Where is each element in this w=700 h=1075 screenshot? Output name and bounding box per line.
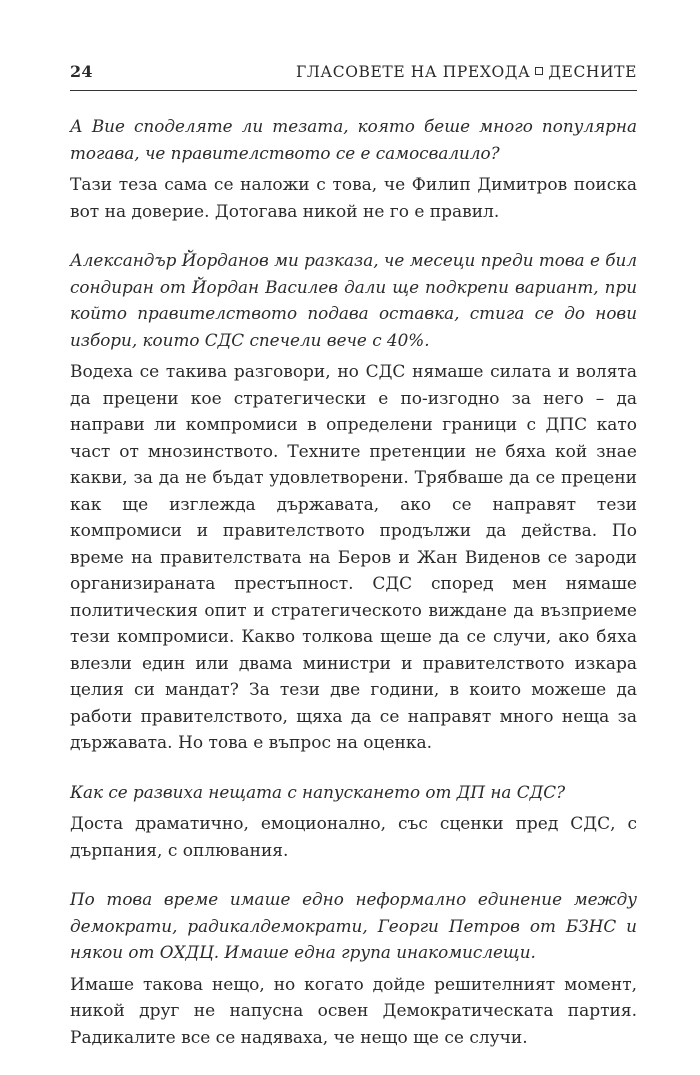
interview-question: По това време имаше едно неформално единение между демократи, радикалдемократи, Георги Петров от БЗНС и някои от ОХДЦ. Имаше една група инакомислещи. bbox=[70, 889, 637, 962]
interview-question: Александър Йорданов ми разказа, че месеци преди това е бил сондиран от Йордан Василев дали ще подкрепи вариант, при който правителството подава оставка, стига се до нови избори, които СДС спечели вече с 40%. bbox=[70, 250, 637, 350]
running-header bbox=[70, 62, 637, 91]
interview-question: А Вие споделяте ли тезата, която беше много популярна тогава, че правителството се е самосвалило? bbox=[70, 116, 637, 163]
qa-block bbox=[70, 247, 637, 757]
running-title-main: ГЛАСОВЕТЕ НА ПРЕХОДА bbox=[296, 63, 531, 81]
running-title bbox=[296, 63, 637, 81]
running-title-section: ДЕСНИТЕ bbox=[548, 63, 637, 81]
qa-block bbox=[70, 886, 637, 1051]
interview-answer: Имаше такова нещо, но когато дойде решителният момент, никой друг не напусна освен Демократическата партия. Радикалите все се надяваха, че нещо ще се случи. bbox=[70, 974, 637, 1048]
interview-question: Как се развиха нещата с напускането от ДП на СДС? bbox=[70, 781, 566, 802]
interview-text bbox=[70, 113, 637, 1051]
book-page bbox=[70, 62, 637, 1073]
page-number: 24 bbox=[70, 62, 93, 81]
qa-block bbox=[70, 113, 637, 225]
interview-answer: Тази теза сама се наложи с това, че Филип Димитров поиска вот на доверие. Дотогава никой не го е правил. bbox=[70, 175, 637, 222]
qa-block bbox=[70, 779, 637, 865]
interview-answer: Доста драматично, емоционално, със сценки пред СДС, с дърпания, с оплювания. bbox=[70, 814, 637, 861]
square-separator-icon bbox=[535, 67, 543, 75]
interview-answer: Водеха се такива разговори, но СДС нямаше силата и волята да прецени кое стратегически е по-изгодно за него – да направи ли компромиси в определени граници с ДПС като част от мнозинството. Техните претенции не бяха кой знае какви, за да не бъдат удовлетворени. Трябваше да се прецени как ще изглежда държавата, ако се направят тези компромиси и правителството продължи да действа. По време на правителствата на Беров и Жан Виденов се зароди организираната престъпност. СДС според мен нямаше политическия опит и стратегическото виждане да възприеме тези компромиси. Какво толкова щеше да се случи, ако бяха влезли един или двама министри и правителството изкара целия си мандат? За тези две години, в които можеше да работи правителството, щяха да се направят много неща за държавата. Но това е въпрос на оценка. bbox=[70, 362, 637, 753]
